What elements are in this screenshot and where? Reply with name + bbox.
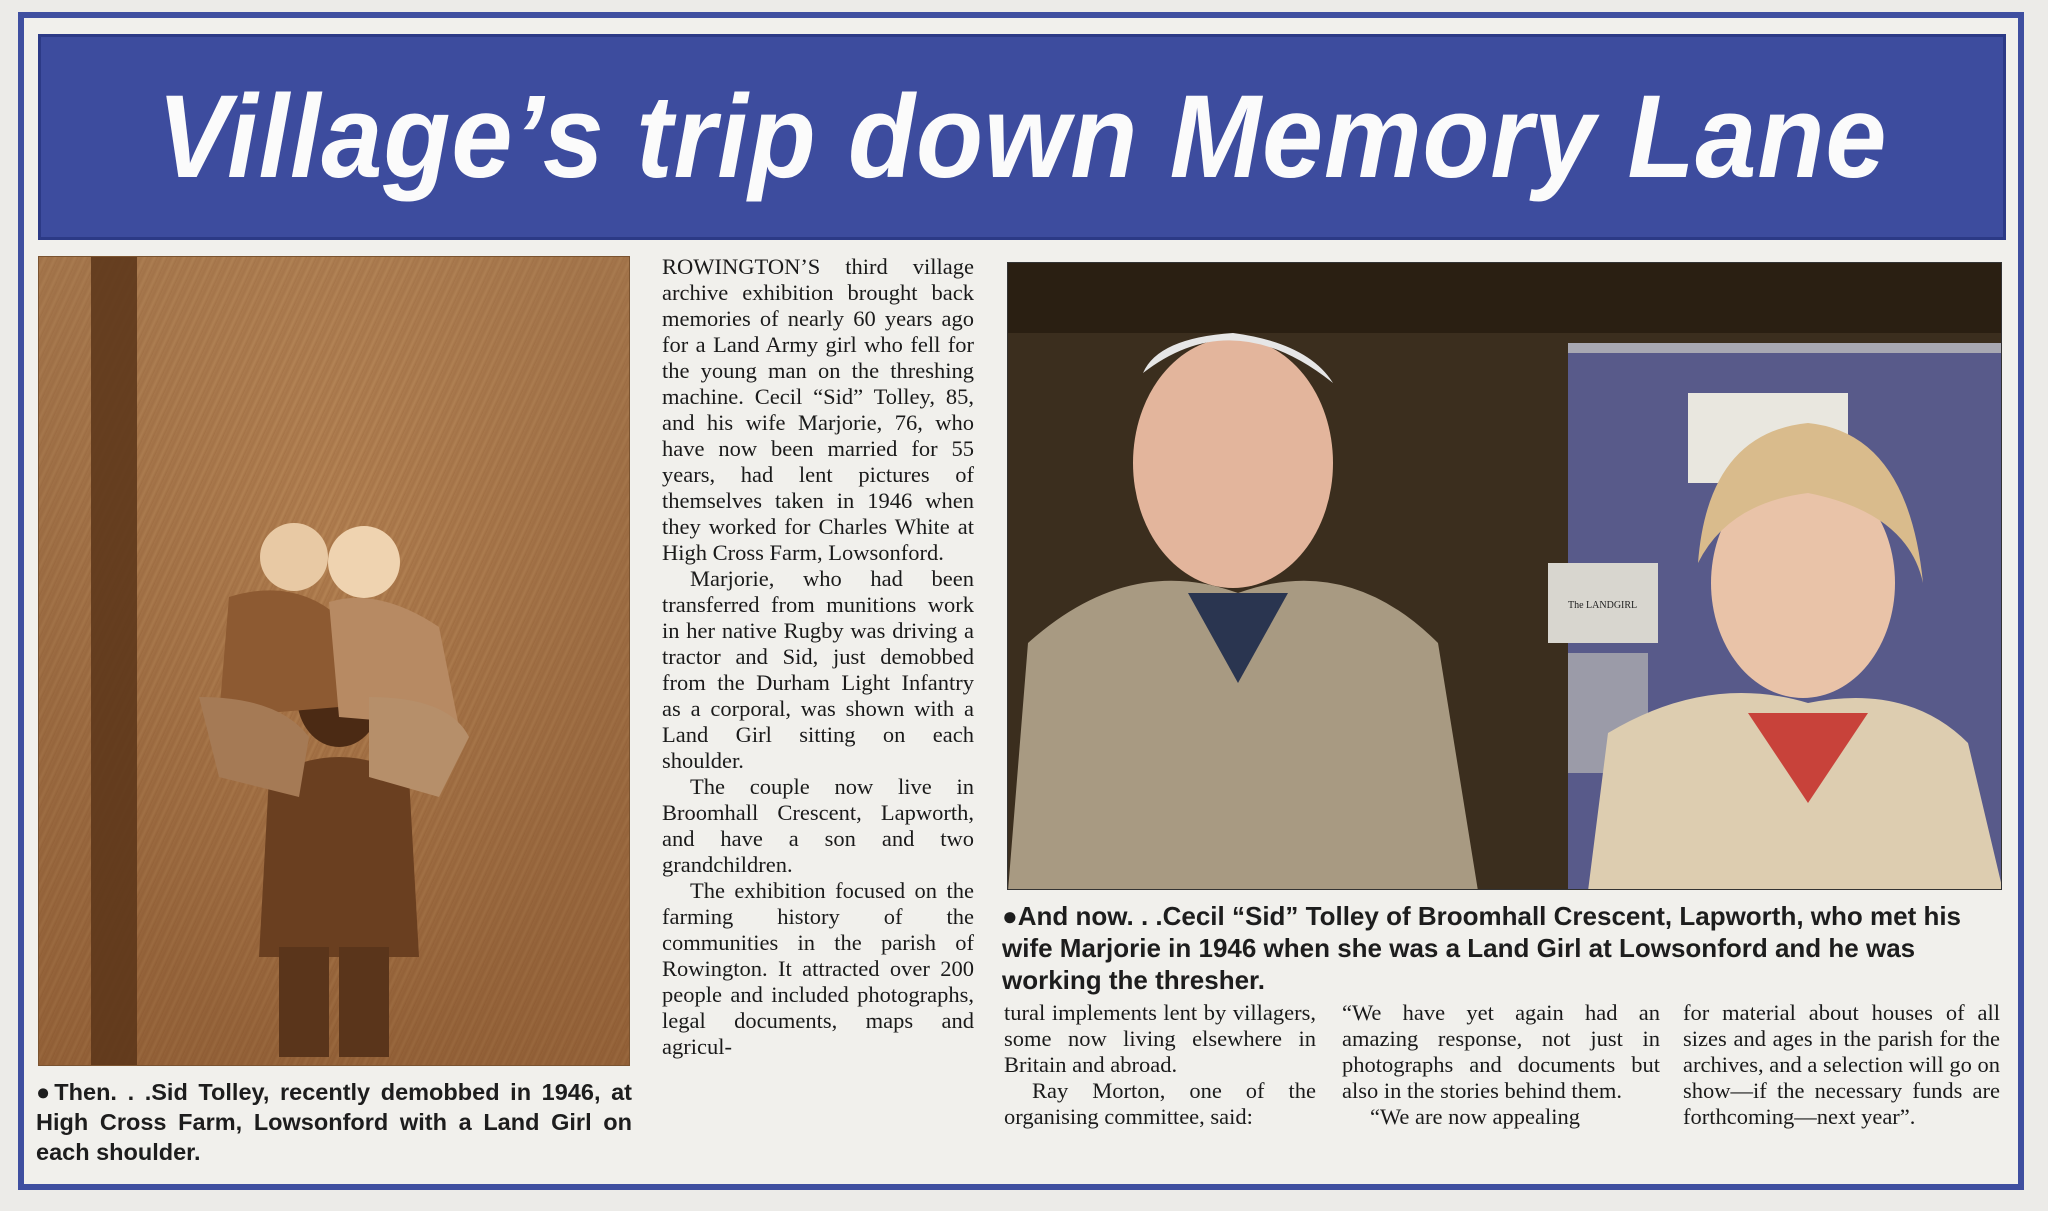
photo-now-caption: ●And now. . .Cecil “Sid” Tolley of Broomhall Crescent, Lapworth, who met his wife Marjorie in 1946 when she was a Land Girl at Lowsonford and he was working the thresher. [1002, 901, 1962, 995]
article-paragraph: “We are now appealing [1370, 1104, 1580, 1129]
article-paragraph: for material about houses of all sizes and ages in the parish for the archives, and a selection will go on show—if the necessary funds are forthcoming—next year”. [1683, 1000, 2000, 1129]
photo-now [1007, 262, 2002, 890]
article-column-3 [1342, 1000, 1660, 1130]
headline: Village’s trip down Memory Lane [156, 71, 1888, 203]
article-column-2 [1004, 1000, 1316, 1130]
article-paragraph: ROWINGTON’S third village archive exhibition brought back memories of nearly 60 years ago for a Land Army girl who fell for the young man on the threshing machine. Cecil “Sid” Tolley, 85, and his wife Marjorie, 76, who have now been married for 55 years, had lent pictures of themselves taken in 1946 when they worked for Charles White at High Cross Farm, Lowsonford. [662, 254, 974, 565]
photo-1946 [38, 256, 630, 1066]
article-paragraph: Ray Morton, one of the organising committee, said: [1004, 1078, 1316, 1129]
article-paragraph: The couple now live in Broomhall Crescent, Lapworth, and have a son and two grandchildren. [662, 774, 974, 877]
photo-1946-image [39, 257, 630, 1066]
photo-1946-caption: ●Then. . .Sid Tolley, recently demobbed in 1946, at High Cross Farm, Lowsonford with a Land Girl on each shoulder. [36, 1079, 632, 1165]
article-column-1 [662, 254, 974, 1060]
article-column-4 [1683, 1000, 2000, 1130]
photo-now-image [1008, 263, 2002, 890]
board-label: The LANDGIRL [1568, 600, 1638, 611]
article-paragraph: Marjorie, who had been transferred from munitions work in her native Rugby was driving a tractor and Sid, just demobbed from the Durham Light Infantry as a corporal, was shown with a Land Girl sitting on each shoulder. [662, 566, 974, 773]
article-paragraph: tural implements lent by villagers, some now living elsewhere in Britain and abroad. [1004, 1000, 1316, 1077]
article-paragraph: The exhibition focused on the farming history of the communities in the parish of Rowington. It attracted over 200 people and included photographs, legal documents, maps and agricul- [662, 878, 974, 1059]
headline-banner [38, 34, 2006, 240]
article-paragraph: “We have yet again had an amazing response, not just in photographs and documents but also in the stories behind them. [1342, 1000, 1660, 1103]
